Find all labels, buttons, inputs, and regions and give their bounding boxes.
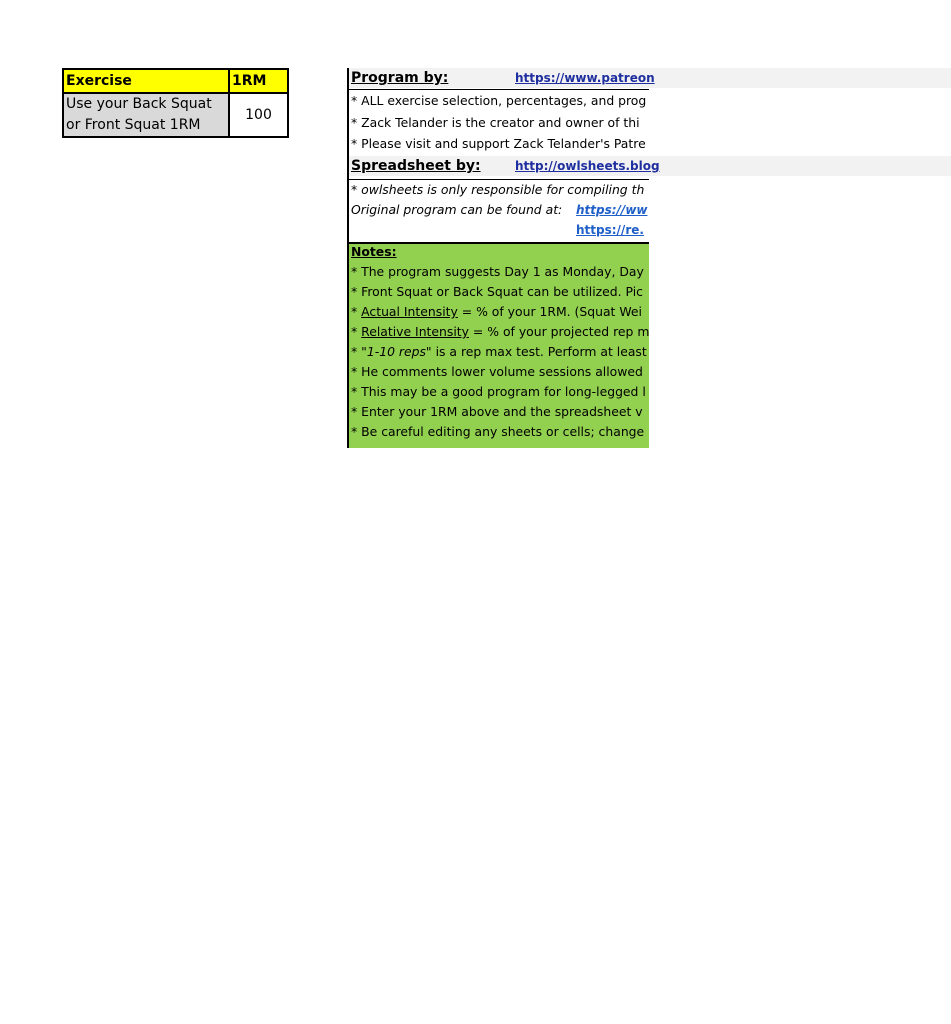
notes-label: Notes: xyxy=(351,244,397,259)
exercise-header-cell: Exercise xyxy=(63,69,229,93)
original-program-label: Original program can be found at: xyxy=(351,202,563,217)
note-2: * Front Squat or Back Squat can be utilized. Pic xyxy=(351,284,643,299)
note-5-prefix: * xyxy=(351,344,362,359)
note-3-rest: = % of your 1RM. (Squat Wei xyxy=(457,304,642,319)
original-program-link-2[interactable]: https://re. xyxy=(576,223,644,237)
note-4-prefix: * xyxy=(351,324,362,339)
instruction-line-2: or Front Squat 1RM xyxy=(66,117,201,133)
instruction-line-1: Use your Back Squat xyxy=(66,96,212,112)
one-rm-input-cell[interactable]: 100 xyxy=(229,93,288,137)
info-line-2: * Zack Telander is the creator and owner of thi xyxy=(351,115,640,130)
program-by-link[interactable]: https://www.patreon xyxy=(515,71,655,85)
exercise-instruction-cell xyxy=(63,93,229,137)
note-5-rest: is a rep max test. Perform at least xyxy=(431,344,647,359)
note-4 xyxy=(349,322,951,342)
note-5 xyxy=(349,342,951,362)
note-6: * He comments lower volume sessions allowed xyxy=(351,364,643,379)
info-line-1: * ALL exercise selection, percentages, and prog xyxy=(351,93,647,108)
relative-intensity-term: Relative Intensity xyxy=(361,324,469,339)
notes-section xyxy=(349,242,649,448)
actual-intensity-term: Actual Intensity xyxy=(361,304,458,319)
one-rm-header-cell: 1RM xyxy=(229,69,288,93)
spreadsheet-by-link[interactable]: http://owlsheets.blog xyxy=(515,159,660,173)
original-program-link-1[interactable]: https://ww xyxy=(576,203,648,217)
program-by-row xyxy=(349,68,951,88)
program-by-label: Program by: xyxy=(351,70,449,86)
exercise-table-row xyxy=(63,93,288,137)
note-3 xyxy=(349,302,951,322)
exercise-table xyxy=(62,68,289,138)
note-1: * The program suggests Day 1 as Monday, Day xyxy=(351,264,644,279)
note-7: * This may be a good program for long-legged l xyxy=(351,384,646,399)
spreadsheet-by-label: Spreadsheet by: xyxy=(351,158,481,174)
divider xyxy=(349,89,649,90)
owlsheets-note: * owlsheets is only responsible for compiling th xyxy=(351,182,645,197)
exercise-table-header xyxy=(63,69,288,93)
spreadsheet-by-row xyxy=(349,156,951,176)
original-program-row-2 xyxy=(349,220,951,240)
original-program-row xyxy=(349,200,951,220)
info-line-3: * Please visit and support Zack Telander's Patre xyxy=(351,136,646,151)
note-4-rest: = % of your projected rep m xyxy=(468,324,650,339)
info-panel xyxy=(347,68,660,448)
note-3-prefix: * xyxy=(351,304,362,319)
rep-max-term: "1-10 reps" xyxy=(361,344,432,359)
note-9: * Be careful editing any sheets or cells; change xyxy=(351,424,645,439)
note-8: * Enter your 1RM above and the spreadsheet v xyxy=(351,404,643,419)
